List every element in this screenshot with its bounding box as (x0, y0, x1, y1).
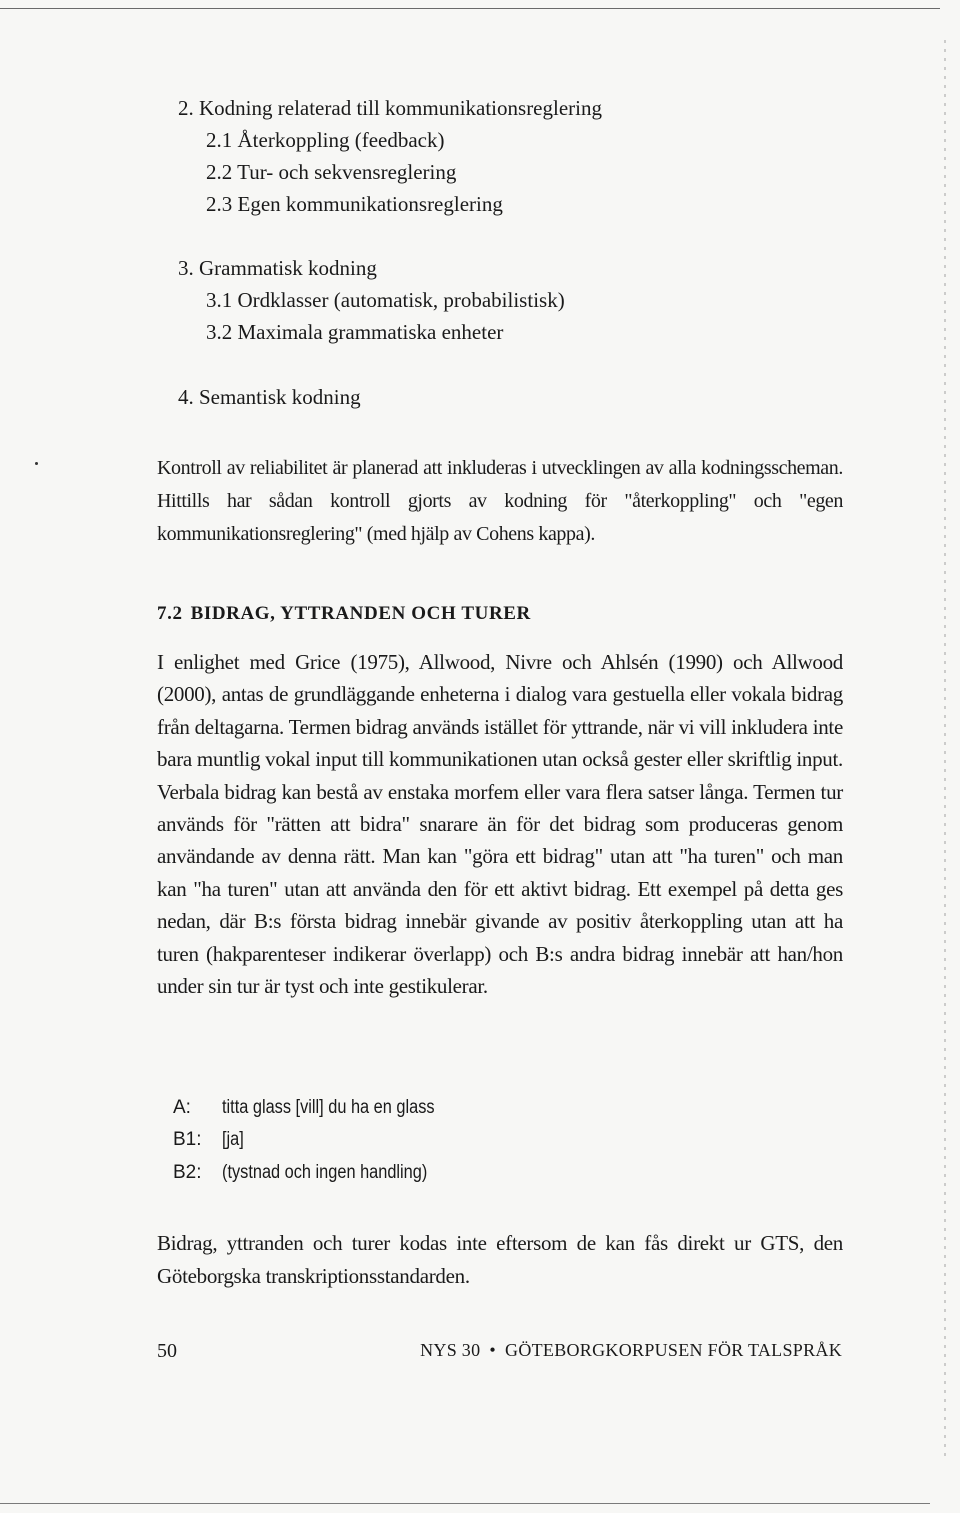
running-footer (420, 1340, 842, 1361)
paragraph-contributions: I enlighet med Grice (1975), Allwood, Nivre och Ahlsén (1990) och Allwood (2000), antas de grundläggande enheterna i dialog vara gestuella eller vokala bidrag från deltagarna. Termen bidrag används istället för yttrande, när vi vill inkludera inte bara muntlig vokal input till kommunikationen utan också gester eller skriftlig input. Verbala bidrag kan bestå av enstaka morfem eller vara flera satser långa. Termen tur används för "rätten att bidra" snarare än för det bidrag som produceras genom användande av denna rätt. Man kan "göra ett bidrag" utan att "ha turen" och man kan "ha turen" utan att använda den för ett aktivt bidrag. Ett exempel på detta ges nedan, där B:s första bidrag innebär givande av positiv återkoppling utan att ha turen (hakparenteser indikerar överlapp) och B:s andra bidrag innebär att han/hon under sin tur är tyst och inte gestikulerar. (157, 650, 843, 999)
dialog-speaker: B2: (173, 1162, 202, 1183)
outline-item: 2.1 Återkoppling (feedback) (206, 128, 445, 152)
dialog-utterance: titta glass [vill] du ha en glass (222, 1097, 435, 1118)
outline-item: 4. Semantisk kodning (178, 385, 361, 409)
paragraph-reliability: Kontroll av reliabilitet är planerad att inkluderas i utvecklingen av alla kodningsscheman. Hittills har sådan kontroll gjorts av kodning för "återkoppling" och "egen kommunikationsreglering" (med hjälp av Cohens kappa). (157, 457, 843, 545)
publication-title: GÖTEBORGKORPUSEN FÖR TALSPRÅK (505, 1340, 842, 1360)
dialog-speaker: A: (173, 1097, 191, 1118)
scan-edge-right (944, 40, 946, 1460)
section-number: 7.2 (157, 603, 183, 624)
outline-item: 2.2 Tur- och sekvensreglering (206, 160, 457, 184)
outline-item: 3.2 Maximala grammatiska enheter (206, 320, 504, 344)
series-label: NYS 30 (420, 1340, 481, 1360)
section-heading (157, 603, 531, 625)
paragraph-gts: Bidrag, yttranden och turer kodas inte eftersom de kan fås direkt ur GTS, den Göteborgska transkriptionsstandarden. (157, 1231, 843, 1288)
section-title: BIDRAG, YTTRANDEN OCH TURER (190, 603, 531, 624)
dialog-speaker: B1: (173, 1129, 202, 1150)
scan-edge-top (0, 8, 940, 9)
dialog-utterance: (tystnad och ingen handling) (222, 1162, 428, 1183)
outline-item: 3.1 Ordklasser (automatisk, probabilistisk) (206, 288, 565, 312)
outline-item: 2.3 Egen kommunikationsreglering (206, 192, 503, 216)
scan-speck (35, 462, 38, 465)
page-number: 50 (157, 1340, 177, 1362)
outline-item: 3. Grammatisk kodning (178, 256, 377, 280)
footer-separator: • (489, 1340, 497, 1360)
outline-item: 2. Kodning relaterad till kommunikationsreglering (178, 96, 602, 120)
dialog-utterance: [ja] (222, 1129, 244, 1150)
scan-edge-bottom (0, 1503, 930, 1504)
